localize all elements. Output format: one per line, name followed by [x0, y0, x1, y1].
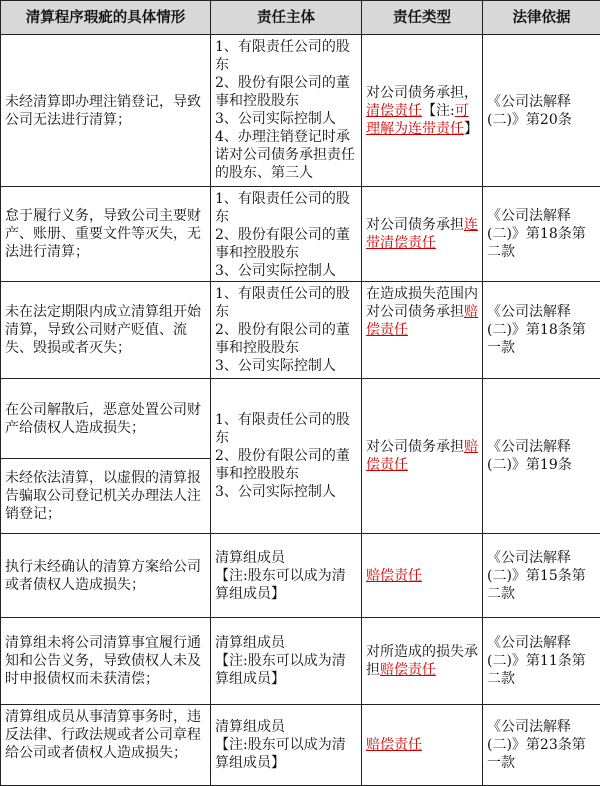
- subject-cell: [211, 187, 362, 282]
- subject-note: 【注:股东可以成为清算组成员】: [215, 736, 357, 772]
- subject-cell: [211, 379, 362, 534]
- subject-item: 2、股份有限公司的董事和控股股东: [215, 321, 357, 357]
- type-cell: [362, 379, 483, 534]
- type-highlight: 赔偿责任: [366, 304, 478, 338]
- type-text: 对公司债务承担: [366, 217, 464, 233]
- subject-item: 清算组成员: [215, 634, 357, 652]
- situation-cell: 未在法定期限内成立清算组开始清算，导致公司财产贬值、流失、毁损或者灭失；: [1, 282, 211, 379]
- table-row: [1, 187, 600, 282]
- situation-cell: 怠于履行义务，导致公司主要财产、账册、重要文件等灭失，无法进行清算；: [1, 187, 211, 282]
- subject-note: 【注:股东可以成为清算组成员】: [215, 652, 357, 688]
- basis-cell: 《公司法解释(二)》第20条: [483, 35, 600, 187]
- subject-note: 【注:股东可以成为清算组成员】: [215, 567, 357, 603]
- table-row: [1, 705, 600, 786]
- subject-item: 清算组成员: [215, 549, 357, 567]
- subject-item: 1、有限责任公司的股东: [215, 190, 357, 226]
- type-note-highlight: 可理解为连带责任: [366, 103, 469, 137]
- type-highlight: 赔偿责任: [366, 737, 422, 753]
- type-cell: [362, 534, 483, 618]
- subject-cell: [211, 35, 362, 187]
- subject-cell: [211, 705, 362, 786]
- subject-cell: [211, 534, 362, 618]
- header-subject: 责任主体: [211, 1, 362, 35]
- subject-item: 3、公司实际控制人: [215, 262, 357, 278]
- table-row: [1, 379, 600, 459]
- table-row: [1, 35, 600, 187]
- type-highlight: 赔偿责任: [380, 662, 436, 678]
- header-situation: 清算程序瑕疵的具体情形: [1, 1, 211, 35]
- header-basis: 法律依据: [483, 1, 600, 35]
- type-text: 对公司债务承担: [366, 439, 464, 455]
- type-cell: [362, 35, 483, 187]
- type-highlight: 赔偿责任: [366, 439, 478, 473]
- type-highlight: 赔偿责任: [366, 568, 422, 584]
- subject-item: 3、公司实际控制人: [215, 483, 357, 501]
- type-cell: [362, 187, 483, 282]
- situation-cell: 在公司解散后，恶意处置公司财产给债权人造成损失；: [1, 379, 211, 459]
- situation-cell: 清算组未将公司清算事宜履行通知和公告义务，导致债权人未及时申报债权而未获清偿；: [1, 618, 211, 705]
- subject-item: 1、有限责任公司的股东: [215, 411, 357, 447]
- type-highlight: 连带清偿责任: [366, 217, 478, 251]
- subject-cell: [211, 282, 362, 379]
- table-row: [1, 282, 600, 379]
- table-row: [1, 618, 600, 705]
- type-text: 对所造成的损失承担: [366, 644, 478, 678]
- subject-item: 2、股份有限公司的董事和控股股东: [215, 226, 357, 262]
- basis-cell: 《公司法解释(二)》第18条第一款: [483, 282, 600, 379]
- subject-item: 3、公司实际控制人4、办理注销登记时承诺对公司债务承担责任的股东、第三人: [215, 110, 357, 182]
- type-note-open: 【注:: [422, 103, 455, 119]
- subject-item: 2、股份有限公司的董事和控股股东: [215, 74, 357, 110]
- basis-cell: 《公司法解释(二)》第23条第一款: [483, 705, 600, 786]
- situation-text: 清算组成员从事清算事务时，违反法律、行政法规或者公司章程给公司或者债权人造成损失；: [5, 708, 206, 782]
- basis-cell: 《公司法解释(二)》第15条第二款: [483, 534, 600, 618]
- subject-item: 1、有限责任公司的股东: [215, 285, 357, 321]
- situation-cell: 未经清算即办理注销登记，导致公司无法进行清算；: [1, 35, 211, 187]
- subject-item: 3、公司实际控制人: [215, 357, 357, 375]
- type-cell: [362, 705, 483, 786]
- type-cell: [362, 282, 483, 379]
- header-type: 责任类型: [362, 1, 483, 35]
- subject-item: 2、股份有限公司的董事和控股股东: [215, 447, 357, 483]
- situation-cell: [1, 705, 211, 786]
- type-cell: [362, 618, 483, 705]
- basis-cell: 《公司法解释(二)》第19条: [483, 379, 600, 534]
- situation-cell: 未经依法清算，以虚假的清算报告骗取公司登记机关办理法人注销登记；: [1, 459, 211, 534]
- type-text: 在造成损失范围内对公司债务承担: [366, 286, 478, 320]
- type-highlight: 清偿责任: [366, 103, 422, 119]
- subject-cell: [211, 618, 362, 705]
- table-row: [1, 534, 600, 618]
- type-text: 对公司债务承担，: [366, 85, 478, 101]
- subject-item: 清算组成员: [215, 718, 357, 736]
- basis-cell: 《公司法解释(二)》第18条第二款: [483, 187, 600, 282]
- table-header-row: [1, 1, 600, 35]
- subject-item: 1、有限责任公司的股东: [215, 38, 357, 74]
- type-note-close: 】: [464, 121, 478, 137]
- basis-cell: 《公司法解释(二)》第11条第二款: [483, 618, 600, 705]
- situation-cell: 执行未经确认的清算方案给公司或者债权人造成损失；: [1, 534, 211, 618]
